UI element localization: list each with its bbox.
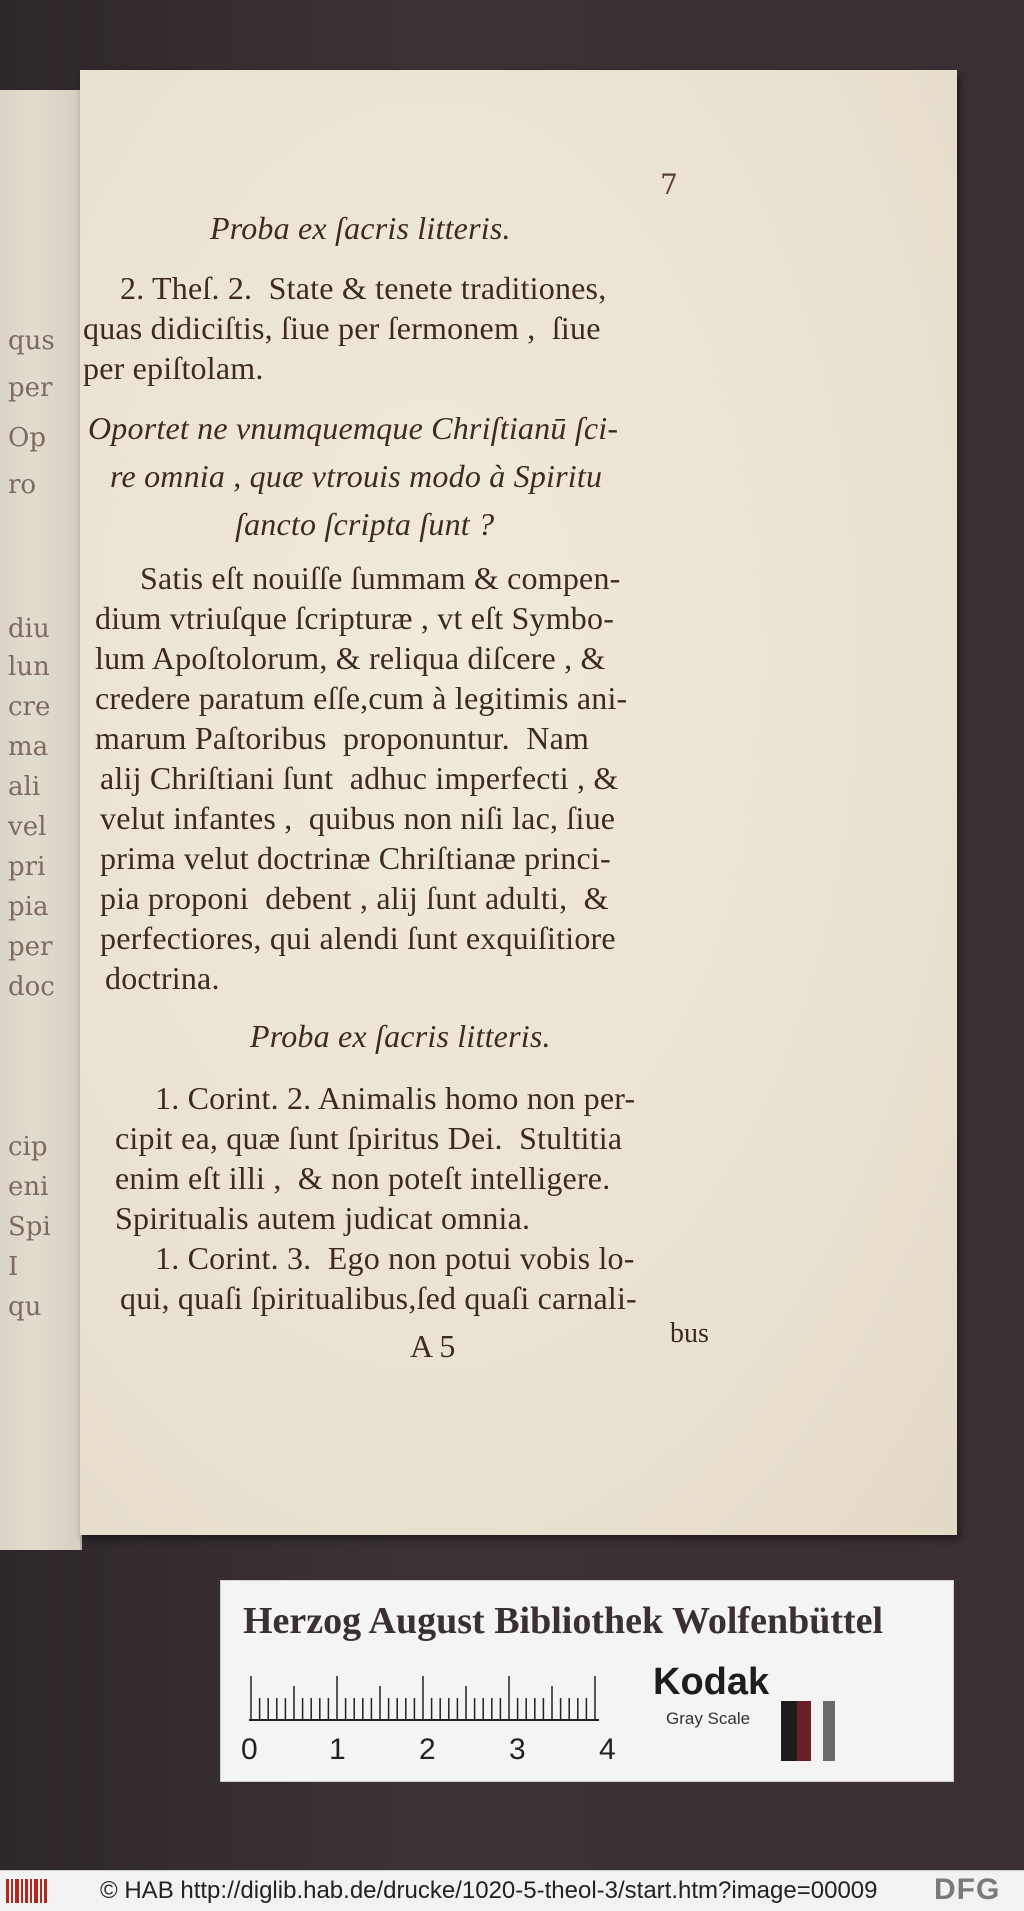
left-fragment: vel — [8, 812, 47, 842]
ruler-label: 3 — [509, 1733, 526, 1766]
left-fragment: cip — [8, 1132, 48, 1162]
text-line: alij Chriſtiani ſunt adhuc imperfecti , & — [100, 760, 619, 796]
viewer-footer — [0, 1870, 1024, 1911]
left-fragment: diu — [8, 614, 50, 644]
gray-patch — [835, 1701, 841, 1761]
page-number: 7 — [660, 168, 678, 201]
text-line: enim eſt illi , & non poteſt intelligere. — [115, 1160, 611, 1196]
text-line: 2. Theſ. 2. State & tenete traditiones, — [120, 270, 607, 306]
text-line: prima velut doctrinæ Chriſtianæ princi- — [100, 840, 611, 876]
kodak-logo: Kodak — [653, 1661, 770, 1703]
ruler-scale — [249, 1676, 599, 1721]
left-fragment: I — [8, 1252, 19, 1282]
gray-patch — [823, 1701, 835, 1761]
gray-patch — [781, 1701, 797, 1761]
left-fragment: cre — [8, 692, 51, 722]
ruler-label: 1 — [329, 1733, 346, 1766]
left-page-edge — [0, 90, 82, 1550]
text-line: per epiſtolam. — [83, 350, 264, 386]
left-fragment: ro — [8, 470, 37, 500]
text-line: perfectiores, qui alendi ſunt exquiſitiore — [100, 920, 616, 956]
signature-mark: A 5 — [410, 1328, 456, 1364]
left-fragment: per — [8, 373, 53, 403]
text-line: qui, quaſi ſpiritualibus,ſed quaſi carnali- — [120, 1280, 637, 1316]
book-page — [80, 70, 957, 1535]
text-line: velut infantes , quibus non niſi lac, ſiue — [100, 800, 616, 836]
left-fragment: pia — [8, 892, 49, 922]
left-fragment: qu — [8, 1292, 42, 1322]
left-fragment: Spi — [8, 1212, 51, 1242]
footer-url[interactable]: © HAB http://diglib.hab.de/drucke/1020-5-theol-3/start.htm?image=00009 — [100, 1877, 878, 1904]
question-line: re omnia , quæ vtrouis modo à Spiritu — [110, 458, 603, 494]
library-name: Herzog August Bibliothek Wolfenbüttel — [243, 1600, 884, 1642]
left-fragment: per — [8, 932, 53, 962]
left-fragment: Op — [8, 423, 46, 453]
text-line: 1. Corint. 3. Ego non potui vobis lo- — [155, 1240, 635, 1276]
text-line: marum Paſtoribus proponuntur. Nam — [95, 720, 590, 756]
question-line: ſancto ſcripta ſunt ? — [235, 506, 495, 542]
text-line: quas didiciſtis, ſiue per ſermonem , ſiue — [83, 310, 601, 346]
left-fragment: ma — [8, 732, 49, 762]
question-line: Oportet ne vnumquemque Chriſtianū ſci- — [88, 410, 619, 446]
text-line: Satis eſt nouiſſe ſummam & compen- — [140, 560, 621, 596]
text-line: Spiritualis autem judicat omnia. — [115, 1200, 531, 1236]
left-fragment: doc — [8, 972, 55, 1002]
hab-barcode-logo — [6, 1879, 48, 1903]
text-line: cipit ea, quæ ſunt ſpiritus Dei. Stultitia — [115, 1120, 623, 1156]
gray-patch — [797, 1701, 811, 1761]
left-fragment: eni — [8, 1172, 49, 1202]
left-fragment: ali — [8, 772, 41, 802]
text-line: lum Apoſtolorum, & reliqua diſcere , & — [95, 640, 606, 676]
heading-proba-2: Proba ex ſacris litteris. — [250, 1018, 551, 1054]
text-line: dium vtriuſque ſcripturæ , vt eſt Symbo- — [95, 600, 615, 636]
ruler-label: 4 — [599, 1733, 616, 1766]
text-line: doctrina. — [105, 960, 220, 996]
left-fragment: qus — [8, 326, 55, 356]
ruler-label: 2 — [419, 1733, 436, 1766]
dfg-logo: DFG — [934, 1873, 1001, 1906]
color-target-card — [220, 1580, 954, 1782]
ruler-label: 0 — [241, 1733, 258, 1766]
page-text — [80, 70, 957, 1535]
left-fragment: pri — [8, 852, 46, 882]
text-line: pia proponi debent , alij ſunt adulti, & — [100, 880, 609, 916]
heading-proba-1: Proba ex ſacris litteris. — [210, 210, 511, 246]
catchword: bus — [670, 1318, 709, 1349]
gray-scale-label: Gray Scale — [666, 1709, 751, 1728]
left-page-fragments — [0, 90, 80, 1550]
ruler-labels — [241, 1733, 621, 1773]
left-fragment: lun — [8, 652, 50, 682]
gray-patch — [811, 1701, 823, 1761]
text-line: 1. Corint. 2. Animalis homo non per- — [155, 1080, 636, 1116]
gray-scale-patches — [781, 1701, 841, 1761]
text-line: credere paratum eſſe,cum à legitimis ani- — [95, 680, 628, 716]
